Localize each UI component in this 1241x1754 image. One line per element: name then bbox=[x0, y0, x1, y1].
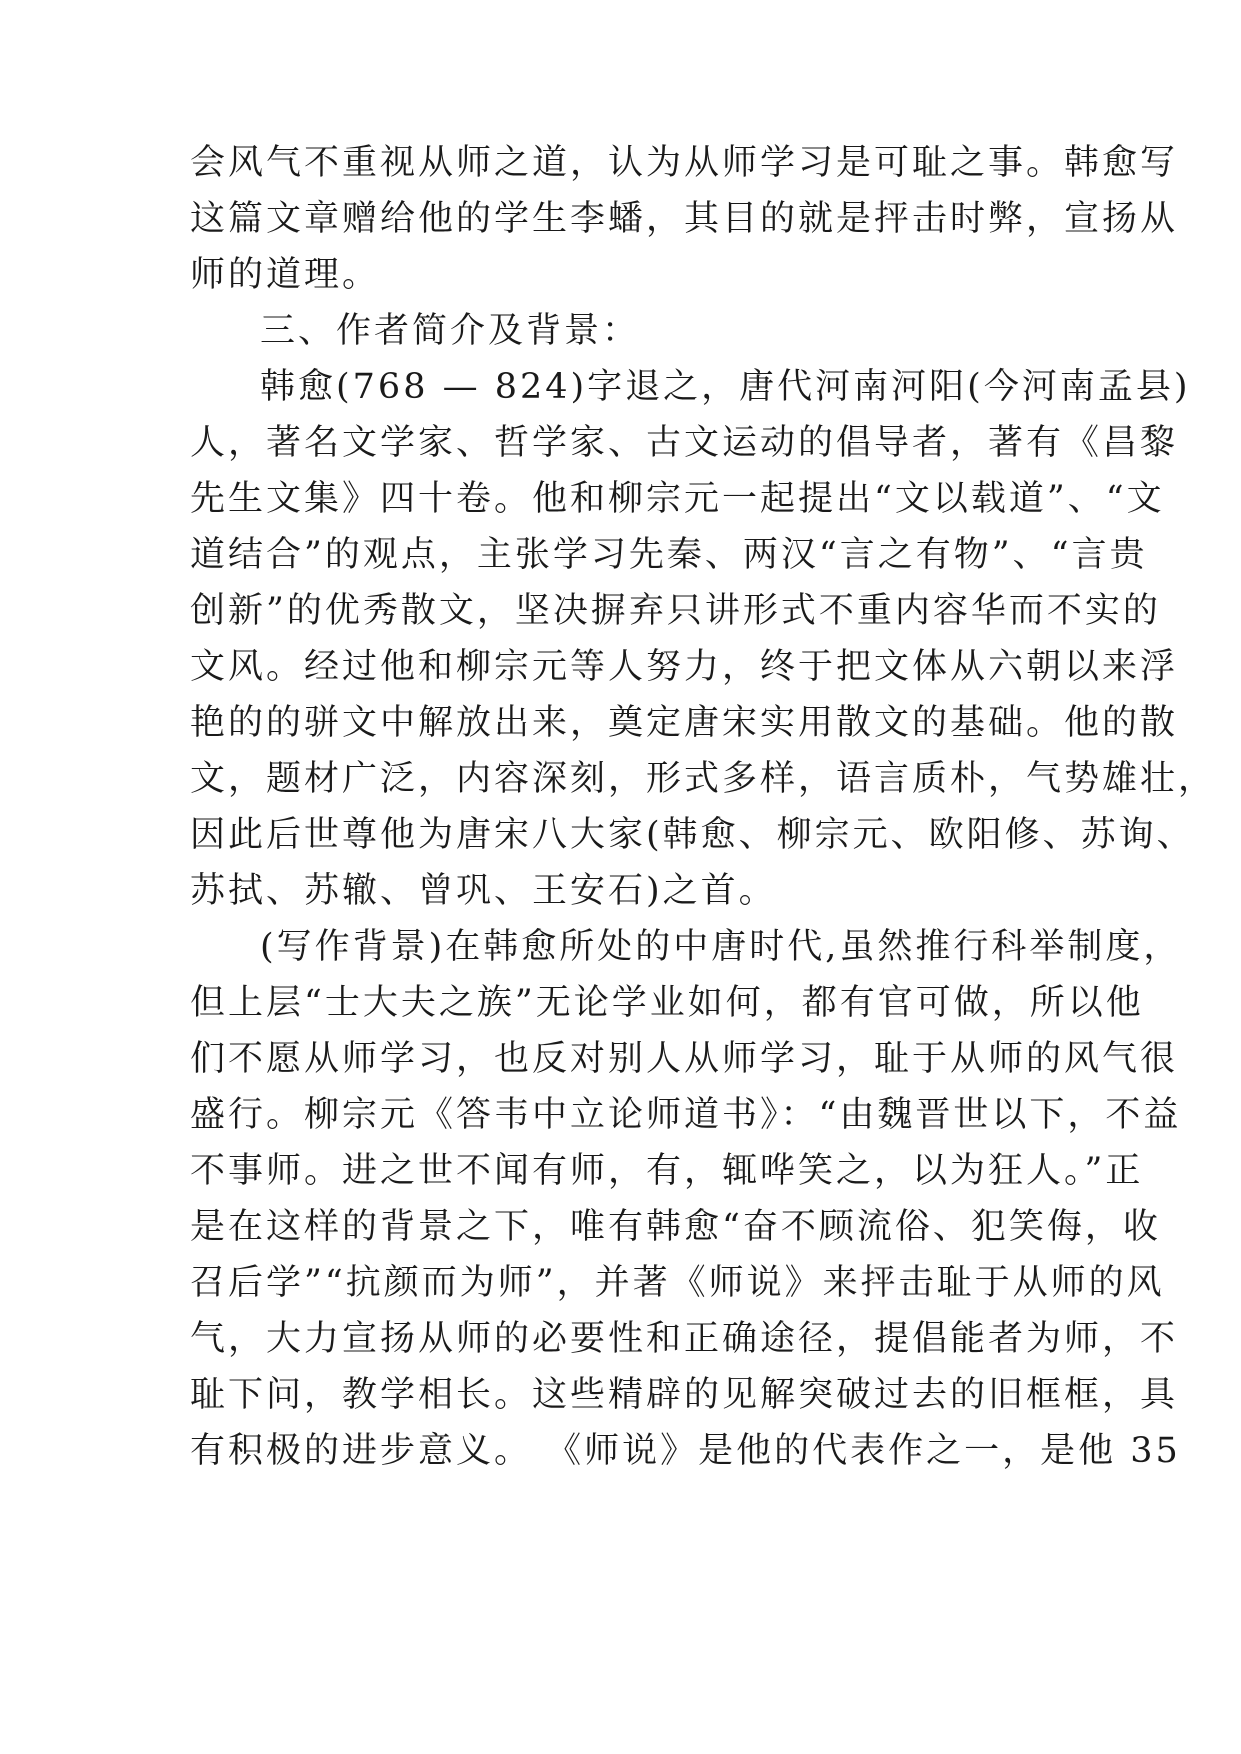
section-heading: 三、作者简介及背景： bbox=[260, 311, 641, 351]
text-line: 苏拭、苏辙、曾巩、王安石)之首。 bbox=[190, 871, 777, 911]
text-line: 先生文集》四十卷。他和柳宗元一起提出“文以载道”、“文 bbox=[190, 479, 1165, 519]
text-line: 会风气不重视从师之道，认为从师学习是可耻之事。韩愈写 bbox=[190, 143, 1179, 183]
text-line: 文，题材广泛，内容深刻，形式多样，语言质朴，气势雄壮， bbox=[190, 759, 1217, 799]
text-line: 韩愈(768 — 824)字退之，唐代河南河阳(今河南孟县) bbox=[260, 367, 1191, 407]
text-line: 有积极的进步意义。 《师说》是他的代表作之一，是他 35 bbox=[190, 1431, 1181, 1471]
text-line: 因此后世尊他为唐宋八大家(韩愈、柳宗元、欧阳修、苏询、 bbox=[190, 815, 1195, 855]
text-line: 是在这样的背景之下，唯有韩愈“奋不顾流俗、犯笑侮，收 bbox=[190, 1207, 1161, 1247]
text-line: 盛行。柳宗元《答韦中立论师道书》：“由魏晋世以下，不益 bbox=[190, 1095, 1182, 1135]
text-line: (写作背景)在韩愈所处的中唐时代,虽然推行科举制度， bbox=[260, 927, 1182, 967]
text-line: 但上层“士大夫之族”无论学业如何，都有官可做，所以他 bbox=[190, 983, 1144, 1023]
text-line: 召后学”“抗颜而为师”，并著《师说》来抨击耻于从师的风 bbox=[190, 1263, 1165, 1303]
text-line: 人，著名文学家、哲学家、古文运动的倡导者，著有《昌黎 bbox=[190, 423, 1179, 463]
text-line: 们不愿从师学习，也反对别人从师学习，耻于从师的风气很 bbox=[190, 1039, 1179, 1079]
text-line: 耻下问，教学相长。这些精辟的见解突破过去的旧框框，具 bbox=[190, 1375, 1179, 1415]
text-line: 艳的的骈文中解放出来，奠定唐宋实用散文的基础。他的散 bbox=[190, 703, 1179, 743]
text-line: 师的道理。 bbox=[190, 255, 381, 295]
text-line: 道结合”的观点，主张学习先秦、两汉“言之有物”、“言贵 bbox=[190, 535, 1148, 575]
text-line: 创新”的优秀散文，坚决摒弃只讲形式不重内容华而不实的 bbox=[190, 591, 1161, 631]
text-line: 这篇文章赠给他的学生李蟠，其目的就是抨击时弊，宣扬从 bbox=[190, 199, 1179, 239]
text-line: 文风。经过他和柳宗元等人努力，终于把文体从六朝以来浮 bbox=[190, 647, 1179, 687]
text-line: 气，大力宣扬从师的必要性和正确途径，提倡能者为师，不 bbox=[190, 1319, 1179, 1359]
text-line: 不事师。进之世不闻有师，有，辄哗笑之，以为狂人。”正 bbox=[190, 1151, 1144, 1191]
